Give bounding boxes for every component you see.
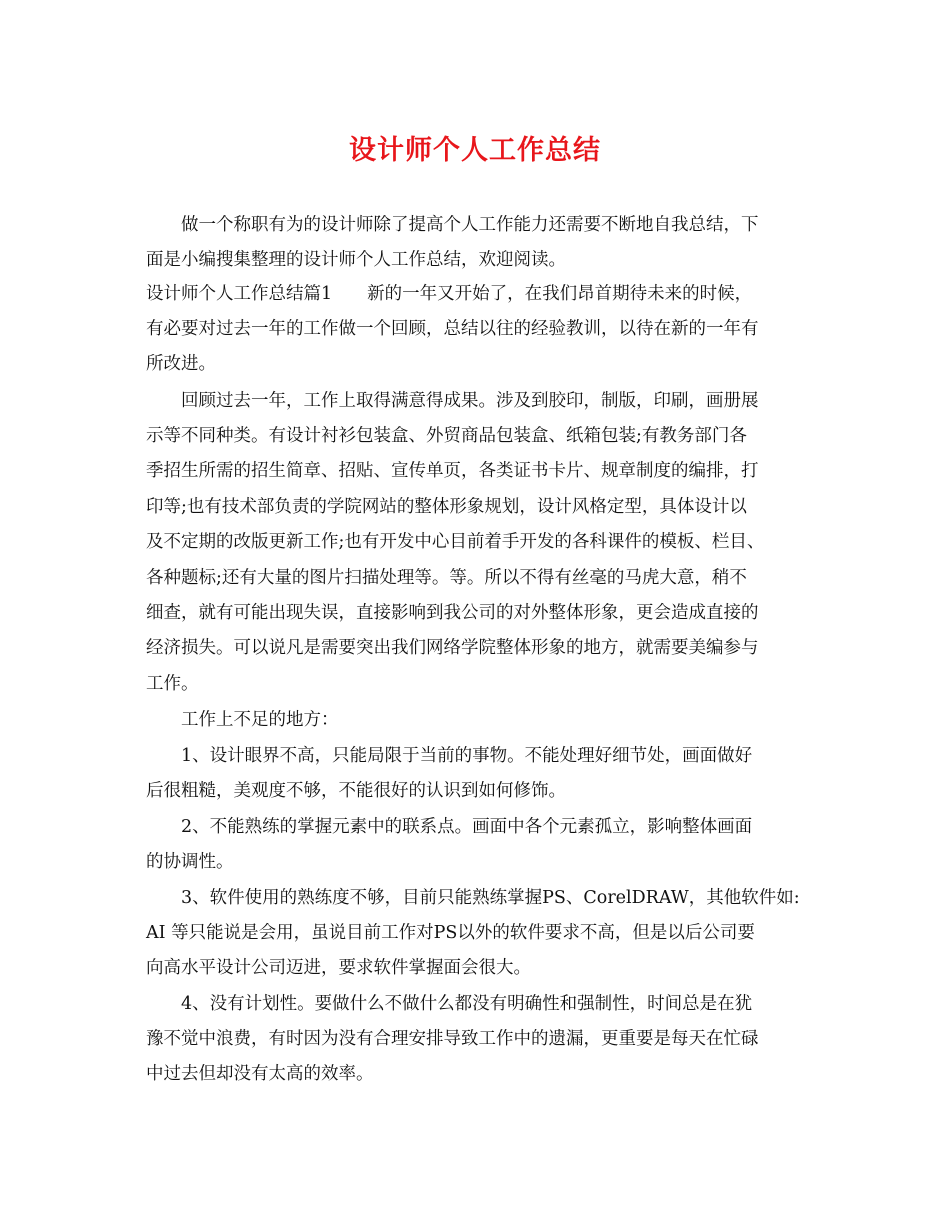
body-line: 面是小编搜集整理的设计师个人工作总结，欢迎阅读。 <box>146 250 566 270</box>
body-line: AI 等只能说是会用，虽说目前工作对PS以外的软件要求不高，但是以后公司要 <box>146 923 755 943</box>
body-line: 工作上不足的地方： <box>146 710 339 730</box>
body-line: 经济损失。可以说凡是需要突出我们网络学院整体形象的地方，就需要美编参与 <box>146 638 759 658</box>
body-line: 细查，就有可能出现失误，直接影响到我公司的对外整体形象，更会造成直接的 <box>146 603 759 623</box>
body-line: 1、设计眼界不高，只能局限于当前的事物。不能处理好细节处，画面做好 <box>146 746 753 766</box>
body-line: 示等不同种类。有设计衬衫包装盒、外贸商品包装盒、纸箱包装;有教务部门各 <box>146 426 747 446</box>
body-line: 及不定期的改版更新工作;也有开发中心目前着手开发的各科课件的模板、栏目、 <box>146 532 765 552</box>
body-line: 所改进。 <box>146 354 216 374</box>
body-line: 豫不觉中浪费，有时因为没有合理安排导致工作中的遗漏，更重要是每天在忙碌 <box>146 1029 759 1049</box>
body-line: 做一个称职有为的设计师除了提高个人工作能力还需要不断地自我总结，下 <box>146 215 759 235</box>
body-line: 后很粗糙，美观度不够，不能很好的认识到如何修饰。 <box>146 781 566 801</box>
body-line: 设计师个人工作总结篇1 新的一年又开始了，在我们昂首期待未来的时候， <box>146 284 753 304</box>
body-line: 工作。 <box>146 674 199 694</box>
body-line: 3、软件使用的熟练度不够，目前只能熟练掌握PS、CorelDRAW，其他软件如: <box>146 888 800 908</box>
body-line: 4、没有计划性。要做什么不做什么都没有明确性和强制性，时间总是在犹 <box>146 994 753 1014</box>
body-line: 有必要对过去一年的工作做一个回顾，总结以往的经验教训，以待在新的一年有 <box>146 319 759 339</box>
body-line: 2、不能熟练的掌握元素中的联系点。画面中各个元素孤立，影响整体画面 <box>146 817 753 837</box>
body-line: 印等;也有技术部负责的学院网站的整体形象规划，设计风格定型，具体设计以 <box>146 497 747 517</box>
body-line: 中过去但却没有太高的效率。 <box>146 1064 374 1084</box>
body-line: 各种题标;还有大量的图片扫描处理等。等。所以不得有丝毫的马虎大意，稍不 <box>146 568 747 588</box>
body-line: 向高水平设计公司迈进，要求软件掌握面会很大。 <box>146 958 531 978</box>
body-line: 回顾过去一年，工作上取得满意得成果。涉及到胶印，制版，印刷，画册展 <box>146 391 759 411</box>
body-line: 季招生所需的招生简章、招贴、宣传单页，各类证书卡片、规章制度的编排，打 <box>146 461 759 481</box>
document-title: 设计师个人工作总结 <box>349 135 601 166</box>
body-line: 的协调性。 <box>146 852 234 872</box>
